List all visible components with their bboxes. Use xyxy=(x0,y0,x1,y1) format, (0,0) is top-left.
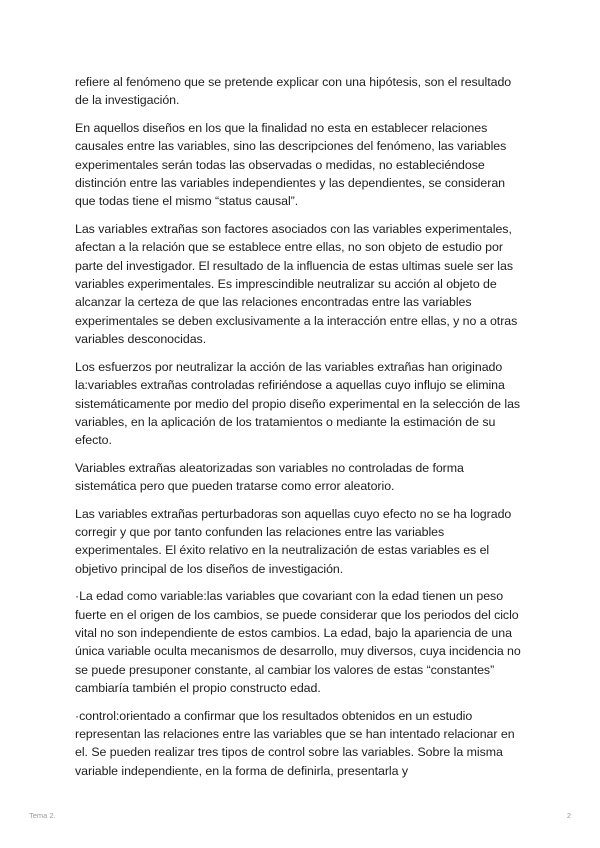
paragraph-extraneous-variables: Las variables extrañas son factores asociados con las variables experimentales, afectan a la relación que se establece entre ellas, no son objeto de estudio por parte del investigador. El resultado de la influencia de estas ultimas suele ser las variables experimentales. Es imprescindible neutralizar su acción al objeto de alcanzar la certeza de que las relaciones encontradas entre las variables experimentales se deben exclusivamente a la interacción entre ellas, y no a otras variables desconocidas. xyxy=(75,221,518,347)
paragraph-disturbing-variables: Las variables extrañas perturbadoras son aquellas cuyo efecto no se ha logrado corregir y que por tanto confunden las relaciones entre las variables experimentales. El éxito relativo en la neutralización de estas variables es el objetivo principal de los diseños de investigación. xyxy=(75,506,512,576)
paragraph-continuation: refiere al fenómeno que se pretende explicar con una hipótesis, son el resultado de la investigación. xyxy=(75,75,512,108)
footer-chapter-label: Tema 2. xyxy=(29,811,56,820)
paragraph-randomized-variables: Variables extrañas aleatorizadas son variables no controladas de forma sistemática pero que pueden tratarse como error aleatorio. xyxy=(75,460,464,494)
paragraph-control: ·control:orientado a confirmar que los resultados obtenidos en un estudio representan las relaciones entre las variables que se han intentado relacionar en el. Se pueden realizar tres tipos de control sobre las variables. Sobre la misma variable independiente, en la forma de definirla, presentarla y xyxy=(75,708,515,778)
page-body xyxy=(75,73,527,789)
paragraph-descriptive-designs: En aquellos diseños en los que la finalidad no esta en establecer relaciones causales entre las variables, sino las descripciones del fenómeno, las variables experimentales serán todas las observadas o medidas, no estableciéndose distinción entre las variables independientes y las dependientes, se consideran que todas tiene el mismo “status causal”. xyxy=(75,120,507,209)
footer-page-number: 2 xyxy=(566,811,571,820)
paragraph-age-variable: ·La edad como variable:las variables que covariant con la edad tienen un peso fuerte en el origen de los cambios, se puede considerar que los periodos del ciclo vital no son independiente de estos cambios. La edad, bajo la apariencia de una única variable oculta mecanismos de desarrollo, muy diversos, cuya incidencia no se puede presuponer constante, al cambiar los valores de estas “constantes” cambiaría también el propio constructo edad. xyxy=(75,589,521,696)
paragraph-controlled-variables: Los esfuerzos por neutralizar la acción de las variables extrañas han originado la:variables extrañas controladas refiriéndose a aquellas cuyo influjo se elimina sistemáticamente por medio del propio diseño experimental en la selección de las variables, en la aplicación de los tratamientos o mediante la estimación de su efecto. xyxy=(75,359,521,448)
